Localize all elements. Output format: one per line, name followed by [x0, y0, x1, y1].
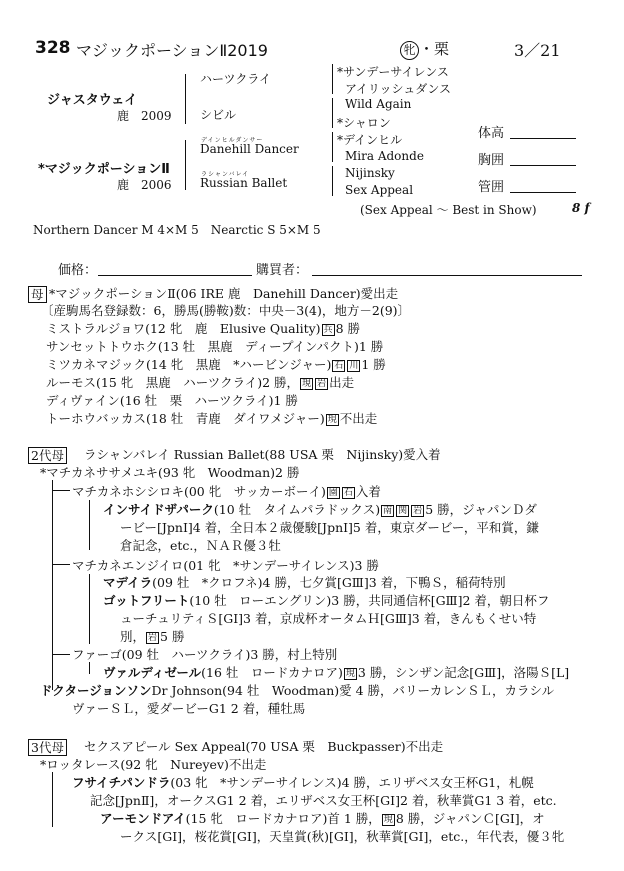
dam-dam-ruby: ラシャンバレイ	[201, 171, 250, 178]
g2-line-11: 別， 岩 5 勝	[120, 629, 185, 644]
cannon-underline	[510, 192, 576, 193]
g3-ancestor-4: *シャロン	[337, 116, 391, 130]
dam-name: *マジックポーションⅡ	[38, 162, 170, 177]
g3-ancestor-3: Wild Again	[345, 97, 412, 111]
dam-produce-5: ディヴァイン(16 牡 栗 ハーツクライ)1 勝	[46, 393, 298, 408]
sire-name: ジャスタウェイ	[47, 93, 138, 108]
buyer-label: 購買者：	[256, 263, 309, 278]
cross-note: (Sex Appeal ～ Best in Show)	[360, 203, 537, 217]
sex-mark: 牝	[400, 41, 419, 60]
g2-line-12: ファーゴ(09 牡 ハーツクライ)3 勝，村上特別	[72, 647, 338, 662]
tree-line-4	[89, 662, 90, 674]
g3-ancestor-8: Sex Appeal	[345, 183, 414, 197]
tree-branch-2	[52, 564, 70, 565]
g3-ancestor-6: Mira Adonde	[345, 149, 424, 163]
height-label: 体高	[478, 126, 505, 141]
sire-info	[117, 107, 172, 124]
g2-line-9: ゴットフリート(10 牡 ローエングリン)3 勝，共同通信杯[GⅢ]2 着，朝日杯フ	[103, 593, 550, 608]
dam-line-1: *マジックポーションⅡ(06 IRE 鹿 Danehill Dancer)愛出走	[49, 286, 399, 301]
g3-ancestor-1: *サンデーサイレンス	[337, 65, 449, 79]
dam-produce-4: ルーモス(15 牝 黒鹿 ハーツクライ)2 勝， 現 岩 出走	[46, 375, 355, 390]
g2-section-label: 2代母	[28, 445, 67, 464]
chest-label: 胸囲	[478, 153, 505, 168]
sire-color: 鹿	[117, 109, 130, 123]
coat-color: ・栗	[419, 40, 450, 58]
tree-branch-3	[52, 654, 70, 655]
price-label: 価格：	[58, 263, 98, 278]
g2-line-13: ヴァルディゼール(16 牡 ロードカナロア) 現 3 勝，シンザン記念[GⅢ]，洛陽Ｓ[L]	[103, 665, 570, 680]
g3-line-1: セクスアピール Sex Appeal(70 USA 栗 Buckpasser)不出走	[84, 739, 444, 754]
dam-produce-1: ミストラルジョワ(12 牝 鹿 Elusive Quality) 兵 8 勝	[46, 321, 360, 336]
g2-line-14: ドクタージョンソンDr Johnson(94 牡 Woodman)愛 4 勝，バリーカレンＳＬ，カラシル	[40, 683, 555, 698]
g2-line-3: マチカネホシシロキ(00 牝 サッカーボーイ) 園 石 入着	[72, 484, 381, 499]
dam-sire-ruby: デインヒルダンサー	[201, 137, 264, 144]
chest-underline	[510, 165, 576, 166]
g3-line-3: フサイチパンドラ(03 牝 *サンデーサイレンス)4 勝，エリザベス女王杯G1，札幌	[72, 775, 534, 790]
g3-line-5: アーモンドアイ(15 牝 ロードカナロア)首 1 勝， 現 8 勝，ジャパンＣ[GⅠ]，オ	[100, 811, 545, 826]
bracket-g3-2	[332, 98, 333, 128]
g3-line-2: *ロッタレース(92 牝 Nureyev)不出走	[40, 757, 267, 772]
bracket-g3-1	[332, 64, 333, 94]
dam-year: 2006	[141, 178, 172, 192]
tree-line-2	[89, 500, 90, 550]
dam-section-label: 母	[28, 284, 47, 303]
bracket-g3-4	[332, 166, 333, 196]
g2-line-2: *マチカネササメユキ(93 牝 Woodman)2 勝	[40, 465, 300, 480]
dam-dam: Russian Ballet	[200, 176, 288, 190]
bracket-g3-3	[332, 132, 333, 162]
dam-info	[117, 176, 172, 193]
dam-produce-3: ミツカネマジック(14 牝 黒鹿 *ハービンジャー) 石 川 1 勝	[46, 357, 386, 372]
g3-section-label: 3代母	[28, 737, 67, 756]
g3-line-4: 記念[JpnⅡ]，オークスG1 2 着，エリザベス女王杯[GⅠ]2 着，秋華賞G1 3 着，etc.	[90, 793, 557, 808]
sex-sex-mark	[400, 38, 449, 60]
g3-line-6: ークス[GⅠ]，桜花賞[GⅠ]，天皇賞(秋)[GⅠ]，秋華賞[GⅠ]，etc.，年代表，優３牝	[120, 829, 565, 844]
sire-dam: シビル	[200, 108, 237, 122]
horse-name: マジックポーションⅡ2019	[76, 41, 268, 60]
dam-produce-2: サンセットトウホク(13 牡 黒鹿 ディープインパクト)1 勝	[46, 339, 384, 354]
sale-date: 3／21	[514, 41, 561, 60]
g2-line-1: ラシャンバレイ Russian Ballet(88 USA 栗 Nijinsky)愛入着	[84, 447, 441, 462]
family-number: 8 f	[572, 201, 590, 215]
g2-line-8: マデイラ(09 牡 *クロフネ)4 勝，七夕賞[GⅢ]3 着，下鴨Ｓ，稲荷特別	[103, 575, 506, 590]
g2-line-5: ービー[JpnⅠ]4 着，全日本２歳優駿[JpnⅠ]5 着，東京ダービー，平和賞，鎌	[120, 520, 539, 535]
sire-sire: ハーツクライ	[200, 72, 272, 86]
height-underline	[510, 138, 576, 139]
g3-ancestor-2: アイリッシュダンス	[345, 82, 451, 96]
lot-number: 328	[35, 38, 71, 58]
buyer-line	[312, 275, 582, 276]
sire-year: 2009	[141, 109, 172, 123]
g2-line-15: ヴァーＳＬ，愛ダービーG1 2 着，種牡馬	[72, 701, 306, 716]
g3-ancestor-7: Nijinsky	[345, 166, 395, 180]
dam-color: 鹿	[117, 178, 130, 192]
cannon-label: 管囲	[478, 180, 505, 195]
tree-line-1	[52, 480, 53, 690]
g2-line-7: マチカネエンジイロ(01 牝 *サンデーサイレンス)3 勝	[72, 558, 379, 573]
tree-line-5	[52, 772, 53, 827]
inbreeding: Northern Dancer M 4×M 5 Nearctic S 5×M 5	[33, 223, 321, 237]
dam-sire: Danehill Dancer	[200, 142, 299, 156]
g3-ancestor-5: *デインヒル	[337, 133, 403, 147]
g2-line-4: インサイドザパーク(10 牡 タイムパラドックス) 南 関 岩 5 勝，ジャパンＤダ	[103, 502, 537, 517]
tree-branch-1	[52, 490, 70, 491]
dam-produce-summary: 〔産駒馬名登録数：6，勝馬(勝鞍)数：中央－3(4)，地方－2(9)〕	[41, 303, 411, 318]
price-line	[98, 275, 252, 276]
g2-line-10: ューチュリティＳ[GⅠ]3 着，京成杯オータムＨ[GⅢ]3 着，きんもくせい特	[120, 611, 537, 626]
dam-produce-6: トーホウバッカス(18 牡 青鹿 ダイワメジャー) 現 不出走	[46, 411, 378, 426]
bracket-dam	[185, 140, 186, 190]
bracket-sire	[185, 74, 186, 124]
g2-line-6: 倉記念，etc.，ＮＡＲ優３牡	[120, 538, 281, 553]
tree-line-3	[89, 574, 90, 644]
